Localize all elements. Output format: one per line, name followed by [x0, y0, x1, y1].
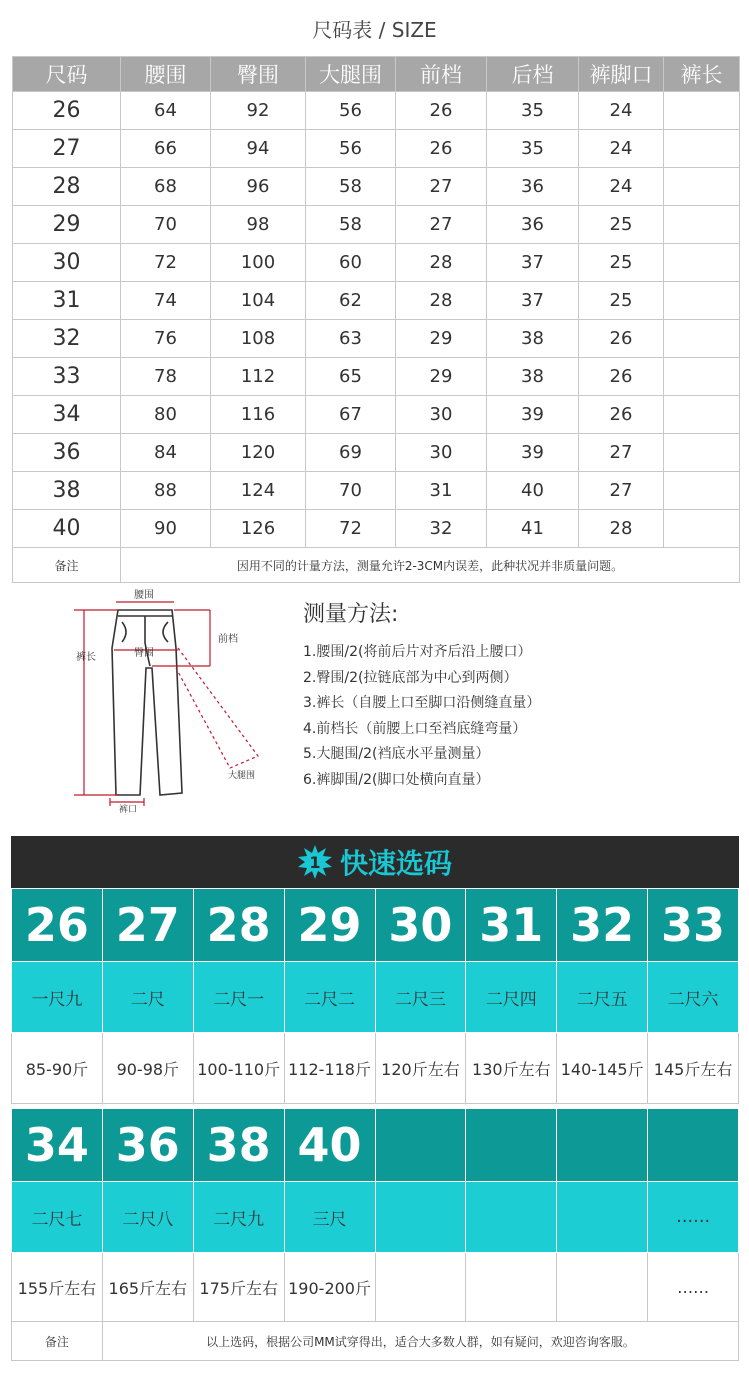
quick-note-label: 备注 [12, 1322, 103, 1361]
quick-size-row-cell: 32 [557, 889, 648, 962]
quick-weight-row-cell: 190-200斤 [284, 1253, 375, 1322]
label-leg-opening: 裤口 [118, 805, 138, 815]
size-cell: 36 [487, 168, 579, 206]
size-cell: 26 [579, 396, 664, 434]
quick-waist-row-cell: 二尺四 [466, 962, 557, 1033]
size-cell: 72 [306, 510, 396, 548]
size-cell [664, 206, 740, 244]
size-cell: 35 [487, 92, 579, 130]
size-cell: 34 [13, 396, 121, 434]
size-cell: 108 [211, 320, 306, 358]
size-cell: 32 [13, 320, 121, 358]
quick-waist-row-cell: …… [648, 1182, 739, 1253]
size-row [13, 130, 740, 168]
quick-waist-row-cell: 二尺 [102, 962, 193, 1033]
burst-number: 1 [309, 853, 321, 872]
col-header-thigh: 大腿围 [306, 57, 396, 92]
size-cell: 31 [13, 282, 121, 320]
size-cell: 90 [121, 510, 211, 548]
size-cell [664, 320, 740, 358]
quick-size-row-cell: 40 [284, 1109, 375, 1182]
size-cell: 28 [579, 510, 664, 548]
size-cell: 39 [487, 434, 579, 472]
size-cell: 38 [487, 358, 579, 396]
method-item: 1.腰围/2(将前后片对齐后沿上腰口） [303, 644, 532, 660]
size-cell: 100 [211, 244, 306, 282]
size-cell [664, 472, 740, 510]
size-cell: 58 [306, 206, 396, 244]
size-cell [664, 92, 740, 130]
quick-waist-row-cell [557, 1182, 648, 1253]
method-item: 2.臀围/2(拉链底部为中心到两侧） [303, 669, 518, 686]
size-cell: 68 [121, 168, 211, 206]
size-row [13, 206, 740, 244]
size-cell: 58 [306, 168, 396, 206]
quick-weight-row-cell: 155斤左右 [12, 1253, 103, 1322]
size-cell: 29 [396, 320, 487, 358]
size-cell: 24 [579, 130, 664, 168]
quick-size-row-cell: 29 [284, 889, 375, 962]
col-header-length: 裤长 [664, 57, 740, 92]
method-item: 6.裤脚围/2(脚口处横向直量） [303, 771, 490, 788]
size-row [13, 358, 740, 396]
size-cell: 72 [121, 244, 211, 282]
quick-size-row-cell: 38 [193, 1109, 284, 1182]
size-cell [664, 282, 740, 320]
quick-weight-row-cell: 145斤左右 [648, 1033, 739, 1104]
quick-waist-row [12, 1182, 739, 1253]
quick-weight-row-cell: 130斤左右 [466, 1033, 557, 1104]
pants-diagram [60, 588, 280, 816]
quick-waist-row [12, 962, 739, 1033]
size-cell: 76 [121, 320, 211, 358]
note-text: 因用不同的计量方法，测量允许2-3CM内误差，此种状况并非质量问题。 [121, 548, 740, 583]
quick-size-row [12, 1109, 739, 1182]
size-row [13, 434, 740, 472]
size-cell: 35 [487, 130, 579, 168]
quick-waist-row-cell [375, 1182, 466, 1253]
method-list [303, 640, 540, 793]
quick-weight-row-cell: 120斤左右 [375, 1033, 466, 1104]
quick-waist-row-cell: 二尺五 [557, 962, 648, 1033]
size-cell: 63 [306, 320, 396, 358]
size-cell: 28 [13, 168, 121, 206]
size-cell: 60 [306, 244, 396, 282]
size-cell [664, 130, 740, 168]
size-cell: 28 [396, 244, 487, 282]
size-cell: 36 [13, 434, 121, 472]
size-cell: 30 [13, 244, 121, 282]
quick-size-row-cell: 33 [648, 889, 739, 962]
size-cell [664, 244, 740, 282]
size-cell: 126 [211, 510, 306, 548]
size-cell: 27 [579, 434, 664, 472]
method-item: 5.大腿围/2(裆底水平量测量） [303, 746, 490, 762]
size-cell: 70 [306, 472, 396, 510]
note-label: 备注 [13, 548, 121, 583]
quick-size-row-cell: 31 [466, 889, 557, 962]
size-cell: 25 [579, 244, 664, 282]
col-header-leg-opening: 裤脚口 [579, 57, 664, 92]
quick-weight-row-cell: 175斤左右 [193, 1253, 284, 1322]
size-cell: 69 [306, 434, 396, 472]
size-cell: 38 [13, 472, 121, 510]
quick-note [12, 1322, 739, 1361]
col-header-front-rise: 前档 [396, 57, 487, 92]
size-cell: 36 [487, 206, 579, 244]
size-cell: 41 [487, 510, 579, 548]
size-cell: 30 [396, 434, 487, 472]
size-cell: 56 [306, 92, 396, 130]
quick-weight-row-cell: …… [648, 1253, 739, 1322]
quick-note-text: 以上选码，根据公司MM试穿得出，适合大多数人群，如有疑问，欢迎咨询客服。 [102, 1322, 738, 1361]
col-header-size: 尺码 [13, 57, 121, 92]
col-header-hip: 臀围 [211, 57, 306, 92]
size-cell: 120 [211, 434, 306, 472]
size-cell: 40 [487, 472, 579, 510]
quick-select-body [12, 889, 739, 1361]
label-front-rise: 前档 [218, 634, 238, 645]
size-cell: 39 [487, 396, 579, 434]
label-thigh: 大腿围 [228, 771, 256, 781]
quick-weight-row-cell: 140-145斤 [557, 1033, 648, 1104]
quick-size-row-cell: 27 [102, 889, 193, 962]
size-row [13, 396, 740, 434]
quick-weight-row-cell: 85-90斤 [12, 1033, 103, 1104]
size-cell: 26 [396, 130, 487, 168]
size-cell: 24 [579, 168, 664, 206]
size-cell [664, 396, 740, 434]
quick-weight-row [12, 1253, 739, 1322]
quick-size-row-cell: 28 [193, 889, 284, 962]
quick-weight-row-cell: 100-110斤 [193, 1033, 284, 1104]
burst-icon [298, 845, 332, 879]
size-cell: 37 [487, 282, 579, 320]
quick-waist-row-cell: 二尺六 [648, 962, 739, 1033]
size-cell: 80 [121, 396, 211, 434]
col-header-back-rise: 后档 [487, 57, 579, 92]
size-cell: 78 [121, 358, 211, 396]
quick-waist-row-cell: 二尺九 [193, 1182, 284, 1253]
size-row [13, 244, 740, 282]
size-cell: 25 [579, 206, 664, 244]
size-cell [664, 358, 740, 396]
size-cell: 67 [306, 396, 396, 434]
method-item: 3.裤长（自腰上口至脚口沿侧缝直量） [303, 695, 541, 711]
quick-size-row-cell [466, 1109, 557, 1182]
quick-size-row-cell [648, 1109, 739, 1182]
quick-weight-row [12, 1033, 739, 1104]
size-cell: 62 [306, 282, 396, 320]
size-cell: 29 [396, 358, 487, 396]
label-length: 裤长 [76, 652, 96, 663]
size-cell: 84 [121, 434, 211, 472]
size-cell: 70 [121, 206, 211, 244]
size-cell: 74 [121, 282, 211, 320]
size-cell: 33 [13, 358, 121, 396]
size-cell: 66 [121, 130, 211, 168]
quick-size-row-cell: 26 [12, 889, 103, 962]
size-cell: 88 [121, 472, 211, 510]
size-cell: 25 [579, 282, 664, 320]
method-heading: 测量方法: [303, 602, 399, 627]
quick-weight-row-cell [466, 1253, 557, 1322]
size-cell: 92 [211, 92, 306, 130]
size-cell: 26 [396, 92, 487, 130]
size-cell: 116 [211, 396, 306, 434]
size-cell: 98 [211, 206, 306, 244]
size-cell: 94 [211, 130, 306, 168]
size-cell: 29 [13, 206, 121, 244]
size-row [13, 168, 740, 206]
size-cell: 40 [13, 510, 121, 548]
quick-select-table [11, 888, 739, 1361]
quick-weight-row-cell: 90-98斤 [102, 1033, 193, 1104]
size-cell: 28 [396, 282, 487, 320]
quick-size-row-cell: 34 [12, 1109, 103, 1182]
size-cell: 65 [306, 358, 396, 396]
quick-waist-row-cell: 三尺 [284, 1182, 375, 1253]
size-cell: 30 [396, 396, 487, 434]
quick-size-row-cell: 36 [102, 1109, 193, 1182]
size-cell [664, 168, 740, 206]
label-hip: 臀围 [134, 648, 154, 659]
quick-size-row-cell: 30 [375, 889, 466, 962]
size-cell: 27 [396, 168, 487, 206]
quick-waist-row-cell: 一尺九 [12, 962, 103, 1033]
size-row [13, 472, 740, 510]
quick-waist-row-cell: 二尺二 [284, 962, 375, 1033]
size-cell: 124 [211, 472, 306, 510]
method-item: 4.前档长（前腰上口至裆底缝弯量） [303, 720, 527, 737]
quick-size-row-cell [375, 1109, 466, 1182]
measurement-method [303, 597, 540, 793]
size-cell: 27 [396, 206, 487, 244]
quick-size-row [12, 889, 739, 962]
size-row [13, 320, 740, 358]
size-cell: 27 [579, 472, 664, 510]
page-title: 尺码表 / SIZE [312, 18, 437, 42]
quick-waist-row-cell: 二尺一 [193, 962, 284, 1033]
quick-waist-row-cell [466, 1182, 557, 1253]
col-header-waist: 腰围 [121, 57, 211, 92]
quick-weight-row-cell: 112-118斤 [284, 1033, 375, 1104]
quick-select-heading: 快速选码 [339, 847, 452, 880]
size-table-header [13, 57, 740, 92]
size-cell: 26 [579, 358, 664, 396]
size-cell: 96 [211, 168, 306, 206]
size-row [13, 92, 740, 130]
size-cell: 56 [306, 130, 396, 168]
size-row [13, 510, 740, 548]
size-cell: 26 [579, 320, 664, 358]
quick-waist-row-cell: 二尺八 [102, 1182, 193, 1253]
size-cell: 104 [211, 282, 306, 320]
size-cell: 64 [121, 92, 211, 130]
size-cell: 26 [13, 92, 121, 130]
size-table [12, 56, 740, 583]
quick-weight-row-cell [557, 1253, 648, 1322]
quick-weight-row-cell: 165斤左右 [102, 1253, 193, 1322]
quick-weight-row-cell [375, 1253, 466, 1322]
quick-waist-row-cell: 二尺七 [12, 1182, 103, 1253]
size-cell: 32 [396, 510, 487, 548]
size-table-body [13, 92, 740, 548]
size-cell: 24 [579, 92, 664, 130]
pants-outline [112, 610, 182, 795]
quick-waist-row-cell: 二尺三 [375, 962, 466, 1033]
quick-select-banner [11, 836, 739, 888]
size-cell: 38 [487, 320, 579, 358]
quick-size-row-cell [557, 1109, 648, 1182]
size-cell: 31 [396, 472, 487, 510]
size-row [13, 282, 740, 320]
size-cell: 112 [211, 358, 306, 396]
size-cell: 27 [13, 130, 121, 168]
size-cell [664, 510, 740, 548]
size-cell: 37 [487, 244, 579, 282]
size-cell [664, 434, 740, 472]
size-table-note [13, 548, 740, 583]
label-waist: 腰围 [134, 590, 154, 601]
